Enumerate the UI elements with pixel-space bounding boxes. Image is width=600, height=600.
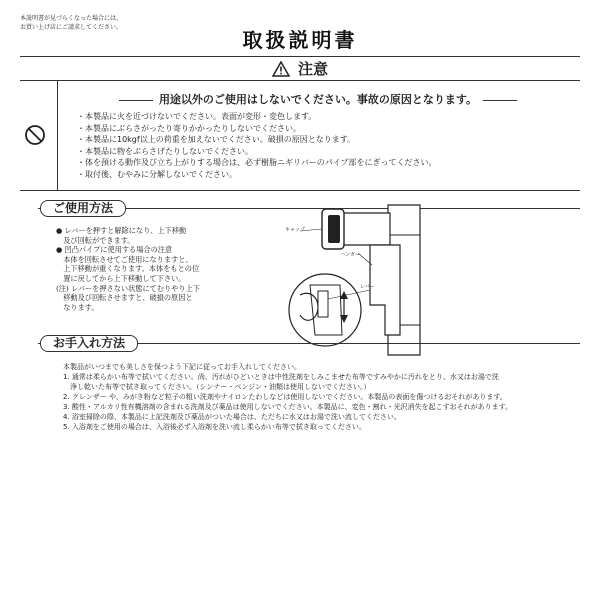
usage-line: (注) レバーを押さない状態にてむりやり上下 [56,283,200,293]
main-warning [68,91,568,107]
usage-instructions [56,226,226,312]
main-warning-dash-left [119,100,153,101]
usage-line: 上下移動が重くなります。本体をもとの位 [56,264,200,274]
diagram-label-hanger: ハンガー [340,252,361,258]
care-line: 5. 入浴剤をご使用の場合は、入浴後必ず入浴剤を洗い流し柔らかい布等で拭き取ってください。 [63,423,366,431]
warning-item: ・体を預ける動作及び立ち上がりする場合は、必ず樹脂ニギリバーのパイプ部をにぎってください。 [77,158,437,168]
care-line: 2. クレンザー や、みがき粉など粒子の粗い洗剤やナイロンたわしなどは使用しないでください。本製品の表面を傷つけるおそれがあります。 [63,393,507,401]
main-warning-dash-right [483,100,517,101]
warning-item: ・本製品にぶらさがったり寄りかかったりしないでください。 [77,123,301,133]
usage-line: 置に戻してから上下移動して下さい。 [56,273,186,283]
warning-bottom-rule [20,190,580,191]
usage-heading: ご使用方法 [40,200,126,217]
warning-header-rule [20,80,580,81]
warning-list [77,111,437,181]
warning-divider [57,80,58,190]
warning-heading [150,58,450,79]
prohibition-icon [24,124,46,146]
usage-line: ● レバーを押すと解除になり、上下移動 [56,226,187,235]
care-heading: お手入れ方法 [40,335,138,352]
warning-item: ・本製品に10kgf以上の荷重を加えないでください。破損の原因となります。 [77,135,356,145]
reissue-note-line-2: お買い上げ店にご請求してください。 [20,24,123,31]
warning-item: ・本製品に物をぶらさげたりしないでください。 [77,146,253,156]
care-line: 浄し乾いた布等で拭き取ってください。（シンナー・ベンジン・油類は使用しないでください。） [63,383,371,391]
warning-item: ・取付後、むやみに分解しないでください。 [77,169,237,179]
cap-inner [328,215,340,243]
main-warning-text: 用途以外のご使用はしないでください。事故の原因となります。 [158,93,478,106]
caution-icon [272,61,290,77]
care-line: 4. 浴室掃除の際、本製品に上記洗剤及び薬品がついた場合は、ただちに水又はお湯で洗い流してください。 [63,413,401,421]
hanger-body [370,245,400,335]
care-line: 本製品がいつまでも美しさを保つよう下記に従ってお手入れしてください。 [63,363,301,371]
arm [340,213,390,245]
care-line: 3. 酸性・アルカリ性有機溶剤の含まれる洗剤及び薬品は使用しないでください。本製品に、変色・割れ・光沢消失を起こすおそれがあります。 [63,403,513,411]
usage-line: 本体を回転させてご使用になりますと、 [56,254,193,264]
usage-line: 移動及び回転させますと、破損の原因と [56,293,193,303]
usage-line: 及び回転ができます。 [56,235,135,245]
care-line: 1. 通常は柔らかい布等で拭いてください。尚、汚れがひどいときは中性洗剤をしみこませた布等ですみやかに汚れをとり、水又はお湯で洗 [63,373,499,381]
diagram-label-lever: レバー [360,284,375,290]
care-instructions [63,362,512,432]
diagram-label-cap: キャップ [285,227,306,233]
lever [318,291,328,317]
document-title: 取扱説明書 [242,28,358,52]
warning-heading-text: 注意 [297,60,328,78]
warning-item: ・本製品に火を近づけないでください。表面が変形・変色します。 [77,112,317,121]
reissue-note-line-1: 本説明書が見づらくなった場合には、 [20,15,123,22]
product-diagram [270,195,450,365]
usage-line: ● 凹凸パイプに使用する場合の注意 [56,245,173,255]
warning-top-rule [20,56,580,57]
usage-line: なります。 [56,302,99,312]
